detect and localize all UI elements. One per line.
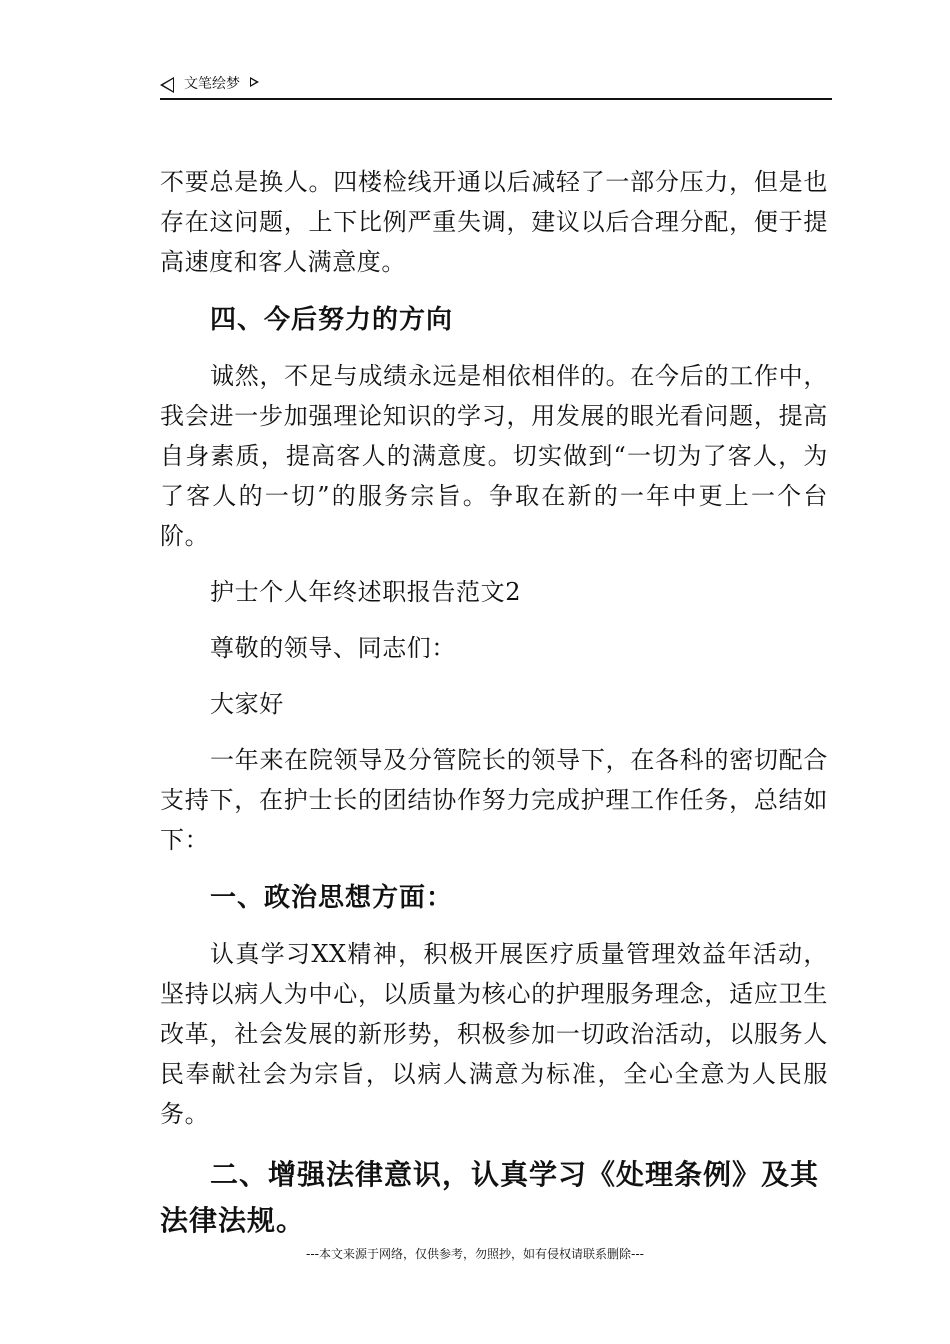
heading-future-direction: 四、今后努力的方向 — [210, 305, 454, 335]
page-header — [160, 72, 832, 100]
triangle-right-icon — [250, 77, 259, 87]
paragraph-continued: 不要总是换人。四楼检线开通以后减轻了一部分压力，但是也存在这问题，上下比例严重失调，建议以后合理分配，便于提高速度和客人满意度。 — [160, 168, 828, 276]
heading-legal-awareness: 二、增强法律意识，认真学习《处理条例》及其法律法规。 — [160, 1158, 820, 1237]
footer-disclaimer: ---本文来源于网络，仅供参考，勿照抄，如有侵权请联系删除--- — [306, 1247, 644, 1261]
triangle-left-icon — [160, 77, 174, 93]
greeting: 尊敬的领导、同志们： — [210, 634, 456, 662]
paragraph-political: 认真学习XX精神，积极开展医疗质量管理效益年活动，坚持以病人为中心，以质量为核心的护理服务理念，适应卫生改革，社会发展的新形势，积极参加一切政治活动，以服务人民奉献社会为宗旨，以病人满意为标准，全心全意为人民服务。 — [160, 940, 828, 1128]
header-brand: 文笔绘梦 — [184, 76, 240, 92]
hello-line: 大家好 — [210, 690, 284, 718]
heading-political-thought: 一、政治思想方面： — [210, 883, 454, 913]
article-title-2: 护士个人年终述职报告范文2 — [210, 578, 522, 606]
paragraph-future: 诚然，不足与成绩永远是相依相伴的。在今后的工作中，我会进一步加强理论知识的学习，用发展的眼光看问题，提高自身素质，提高客人的满意度。切实做到“一切为了客人，为了客人的一切”的服务宗旨。争取在新的一年中更上一个台阶。 — [160, 362, 828, 550]
document-body — [160, 162, 828, 1244]
paragraph-summary-intro: 一年来在院领导及分管院长的领导下，在各科的密切配合支持下，在护士长的团结协作努力完成护理工作任务，总结如下： — [160, 746, 828, 854]
